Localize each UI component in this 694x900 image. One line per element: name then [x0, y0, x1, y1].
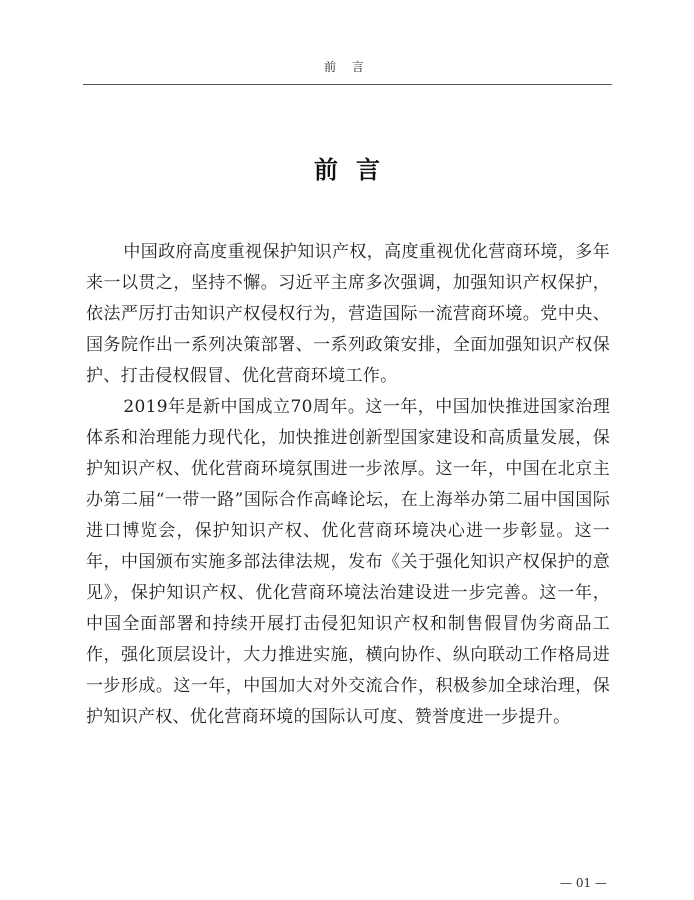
paragraph: 中国政府高度重视保护知识产权，高度重视优化营商环境，多年来一以贯之，坚持不懈。习近平主席多次强调，加强知识产权保护，依法严厉打击知识产权侵权行为，营造国际一流营商环境。党中央、国务院作出一系列决策部署、一系列政策安排，全面加强知识产权保护、打击侵权假冒、优化营商环境工作。 [86, 242, 610, 386]
paragraph: 2019年是新中国成立70周年。这一年，中国加快推进国家治理体系和治理能力现代化，加快推进创新型国家建设和高质量发展，保护知识产权、优化营商环境氛围进一步浓厚。这一年，中国在北京主办第二届“一带一路”国际合作高峰论坛，在上海举办第二届中国国际进口博览会，保护知识产权、优化营商环境决心进一步彰显。这一年，中国颁布实施多部法律法规，发布《关于强化知识产权保护的意见》，保护知识产权、优化营商环境法治建设进一步完善。这一年，中国全面部署和持续开展打击侵犯知识产权和制售假冒伪劣商品工作，强化顶层设计，大力推进实施，横向协作、纵向联动工作格局进一步形成。这一年，中国加大对外交流合作，积极参加全球治理，保护知识产权、优化营商环境的国际认可度、赞誉度进一步提升。 [86, 397, 610, 727]
header-rule [83, 84, 612, 85]
page-title: 前言 [314, 156, 398, 184]
body-text [86, 237, 610, 733]
running-head: 前 言 [324, 60, 370, 74]
page-number: — 01 — [560, 876, 607, 890]
